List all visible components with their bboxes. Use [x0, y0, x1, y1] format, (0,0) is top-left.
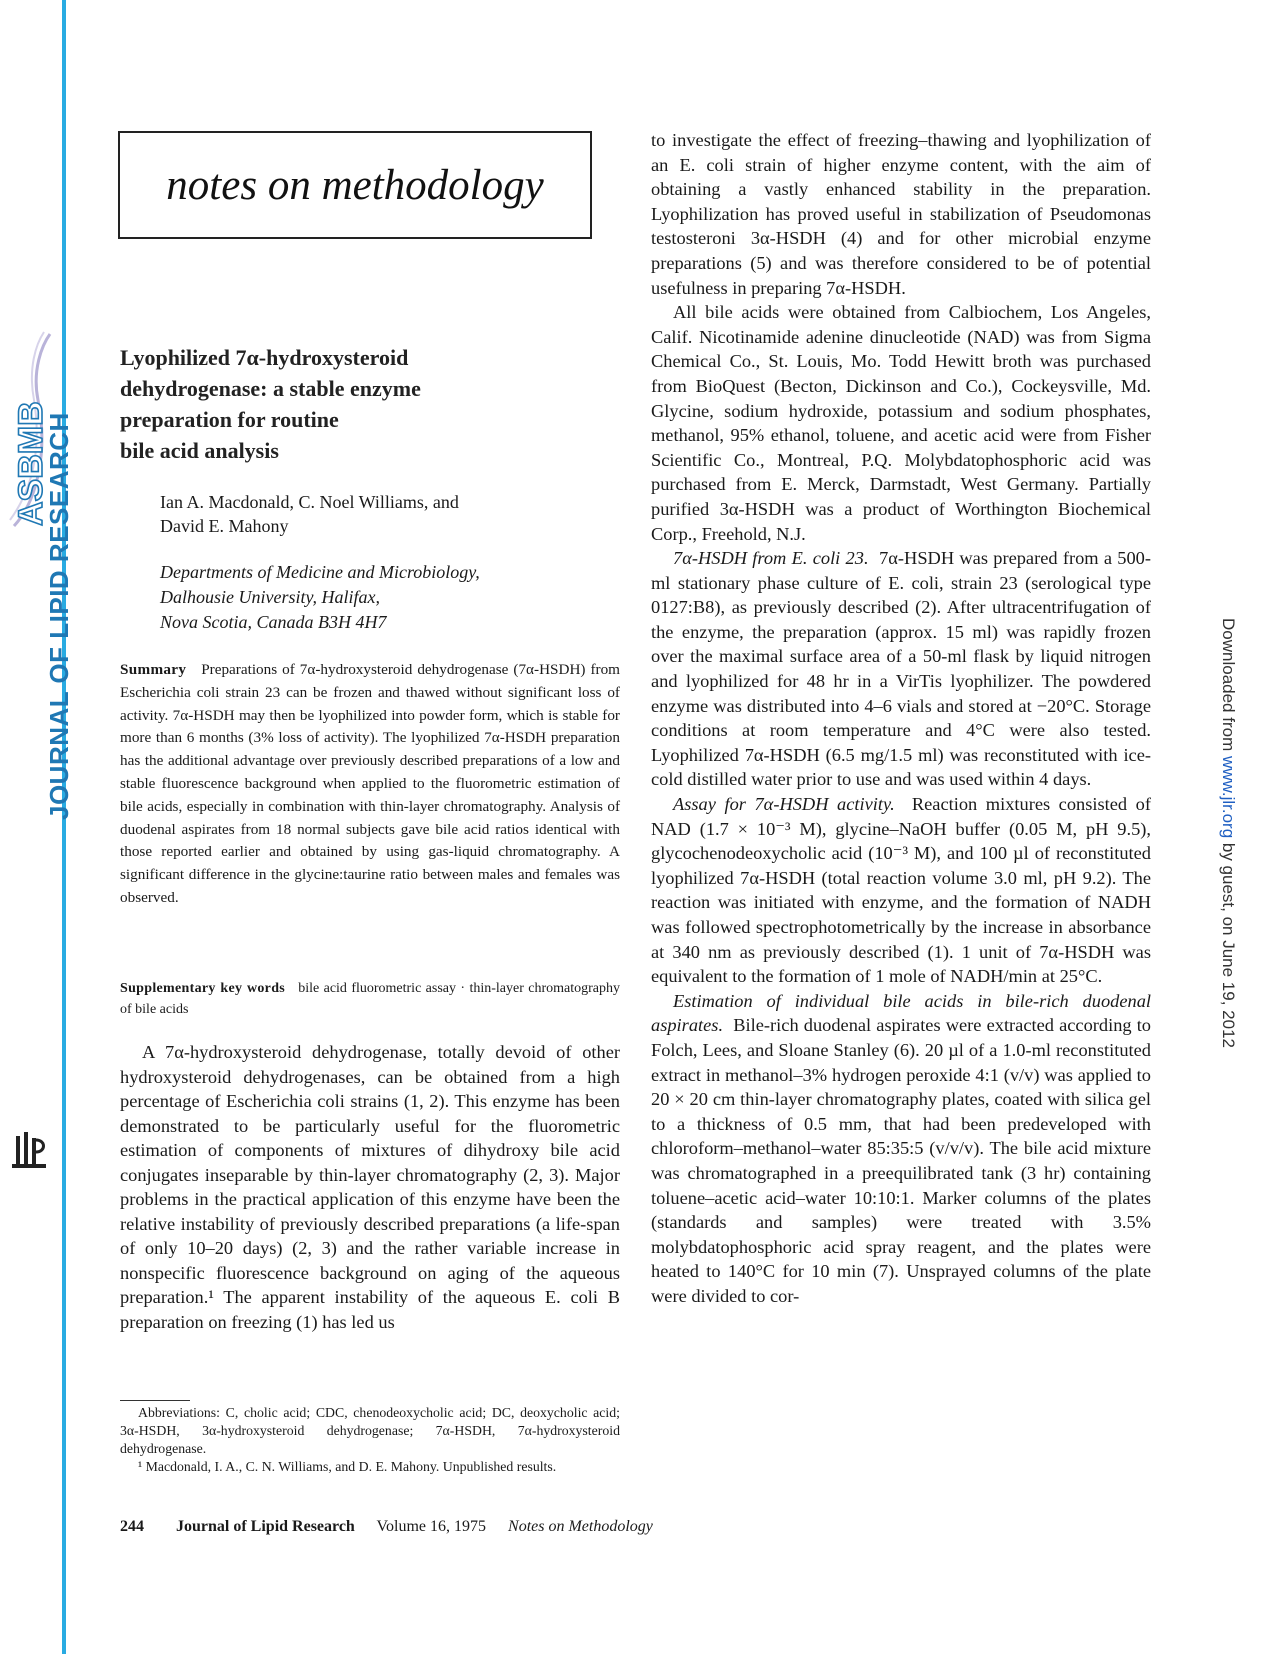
intro-paragraph: A 7α-hydroxysteroid dehydrogenase, totally devoid of other hydroxysteroid dehydrogenases, can be obtained from a high percentage of Escherichia coli strains (1, 2). This enzyme has been demonstrated to be particularly useful for the fluorometric estimation of components of mixtures of dihydroxy bile acid conjugates inseparable by thin-layer chromatography (2, 3). Major problems in the practical application of this enzyme have been the relative instability of previously described preparations (a life-span of only 10–20 days) (2, 3) and the rather variable increase in nonspecific fluorescence background on aging of the aqueous preparation.¹ The apparent instability of the aqueous E. coli B preparation on freezing (1) has led us: [120, 1042, 620, 1332]
footnote-1: ¹ Macdonald, I. A., C. N. Williams, and D. E. Mahony. Unpublished results.: [138, 1459, 557, 1474]
para3-text: 7α-HSDH was prepared from a 500-ml stationary phase culture of E. coli, strain 23 (serological type 0127:B8), as previously described (2). After ultracentrifugation of the enzyme, the preparation (approx. 15 ml) was rapidly frozen over the maximal surface area of a 50-ml flask by liquid nitrogen and lyophilized for 48 hr in a VirTis lyophilizer. The powdered enzyme was distributed into 4–6 vials and stored at −20°C. Storage conditions at room temperature and 4°C were also tested. Lyophilized 7α-HSDH (6.5 mg/1.5 ml) was reconstituted with ice-cold distilled water prior to use and was used within 4 days.: [651, 548, 1152, 790]
para4-heading: Assay for 7α-HSDH activity.: [673, 794, 895, 815]
footnotes: [120, 1404, 620, 1476]
key-words-text: bile acid fluorometric assay · thin-layer chromatography of bile acids: [120, 981, 621, 1017]
title-line-2: dehydrogenase: a stable enzyme: [120, 376, 421, 401]
para4-text: Reaction mixtures consisted of NAD (1.7 × 10⁻³ M), glycine–NaOH buffer (0.05 M, pH 9.5), glycochenodeoxycholic acid (10⁻³ M), and 100 µl of reconstituted lyophilized 7α-HSDH (total reaction volume 3.0 ml, pH 9.2). The reaction was initiated with enzyme, and the formation of NADH was followed spectrophotometrically by the increase in absorbance at 340 nm as previously described (1). 1 unit of 7α-HSDH was equivalent to the formation of 1 mole of NADH/min at 25°C.: [651, 794, 1151, 987]
authors: [160, 490, 580, 538]
journal-side-title: JOURNAL OF LIPID RESEARCH: [44, 412, 74, 820]
footnote-rule: [120, 1400, 190, 1401]
download-suffix: by guest, on June 19, 2012: [1219, 838, 1238, 1048]
article-title: [120, 342, 540, 466]
key-words-label: Supplementary key words: [120, 981, 286, 996]
affiliation-line-3: Nova Scotia, Canada B3H 4H7: [160, 612, 387, 632]
authors-line-1: Ian A. Macdonald, C. Noel Williams, and: [160, 492, 459, 512]
title-line-3: preparation for routine: [120, 407, 339, 432]
body-right-column: [651, 128, 1151, 1309]
para3-heading: 7α-HSDH from E. coli 23.: [673, 548, 869, 569]
para5-text: Bile-rich duodenal aspirates were extracted according to Folch, Lees, and Sloane Stanley (6). 20 µl of a 1.0-ml reconstituted extract in methanol–3% hydrogen peroxide 4:1 (v/v) was applied to 20 × 20 cm thin-layer chromatography plates, coated with silica gel to a thickness of 0.5 mm, that had been predeveloped with chloroform–methanol–water 85:35:5 (v/v/v). The bile acid mixture was chromatographed in a preequilibrated tank (3 hr) containing toluene–acetic acid–water 10:10:1. Marker columns of the plates (standards and samples) were treated with 3.5% molybdatophosphoric acid spray reagent, and the plates were heated to 140°C for 10 min (7). Unsprayed columns of the plate were divided to cor-: [651, 1015, 1151, 1306]
right-paragraph-5: [651, 989, 1151, 1309]
abbreviations-footnote: Abbreviations: C, cholic acid; CDC, chenodeoxycholic acid; DC, deoxycholic acid; 3α-HSDH, 3α-hydroxysteroid dehydrogenase; 7α-HSDH, 7α-hydroxysteroid dehydrogenase.: [120, 1405, 620, 1456]
jlr-logo-icon: [10, 1130, 50, 1170]
key-words: [120, 978, 620, 1020]
download-prefix: Downloaded from: [1219, 618, 1238, 756]
body-left-column: [120, 1040, 620, 1334]
title-line-4: bile acid analysis: [120, 438, 279, 463]
section-header-box: [118, 131, 592, 239]
affiliation: [160, 560, 590, 635]
download-notice: [1218, 618, 1238, 1048]
summary: [120, 659, 620, 910]
right-paragraph-2: All bile acids were obtained from Calbiochem, Los Angeles, Calif. Nicotinamide adenine dinucleotide (NAD) was from Sigma Chemical Co., St. Louis, Mo. Todd Hewitt broth was purchased from BioQuest (Becton, Dickinson and Co.), Cockeysville, Md. Glycine, sodium hydroxide, potassium and sodium phosphates, methanol, 95% ethanol, toluene, and acetic acid were from Fisher Scientific Co., Montreal, P.Q. Molybdatophosphoric acid was purchased from E. Merck, Darmstadt, West Germany. Partially purified 3α-HSDH was a product of Worthington Biochemical Corp., Freehold, N.J.: [651, 302, 1151, 544]
asbmb-logo-text: ASBMB: [12, 401, 50, 526]
right-paragraph-3: [651, 546, 1151, 792]
affiliation-line-1: Departments of Medicine and Microbiology,: [160, 562, 480, 582]
para5-heading: Estimation of individual bile acids in bile-rich duodenal aspirates.: [651, 990, 1151, 1036]
summary-label: Summary: [120, 661, 187, 678]
left-accent-rule: [62, 0, 66, 1654]
affiliation-line-2: Dalhousie University, Halifax,: [160, 587, 380, 607]
footer-volume: Volume 16, 1975: [376, 1518, 487, 1535]
page-footer: [120, 1518, 820, 1536]
section-header-text: notes on methodology: [166, 161, 544, 209]
authors-line-2: David E. Mahony: [160, 516, 289, 536]
title-line-1: Lyophilized 7α-hydroxysteroid: [120, 345, 409, 370]
footer-section: Notes on Methodology: [508, 1518, 653, 1535]
download-link[interactable]: www.jlr.org: [1219, 755, 1238, 839]
footer-journal: Journal of Lipid Research: [176, 1518, 355, 1535]
summary-text: Preparations of 7α-hydroxysteroid dehydrogenase (7α-HSDH) from Escherichia coli strain 23 can be frozen and thawed without significant loss of activity. 7α-HSDH may then be lyophilized into powder form, which is stable for more than 6 months (3% loss of activity). The lyophilized 7α-HSDH preparation has the additional advantage over previously described preparations of a low and stable fluorescence background when applied to the fluorometric estimation of bile acids, especially in combination with thin-layer chromatography. Analysis of duodenal aspirates from 18 normal subjects gave bile acid ratios identical with those reported earlier and obtained by using gas-liquid chromatography. A significant difference in the glycine:taurine ratio between males and females was observed.: [120, 661, 620, 906]
right-paragraph-4: [651, 792, 1151, 989]
right-paragraph-1: to investigate the effect of freezing–thawing and lyophilization of an E. coli strain of higher enzyme content, with the aim of obtaining a vastly enhanced stability in the preparation. Lyophilization has proved useful in stabilization of Pseudomonas testosteroni 3α-HSDH (4) and for other microbial enzyme preparations (5) and was therefore considered to be of potential usefulness in preparing 7α-HSDH.: [651, 130, 1151, 298]
page-number: 244: [120, 1518, 144, 1535]
